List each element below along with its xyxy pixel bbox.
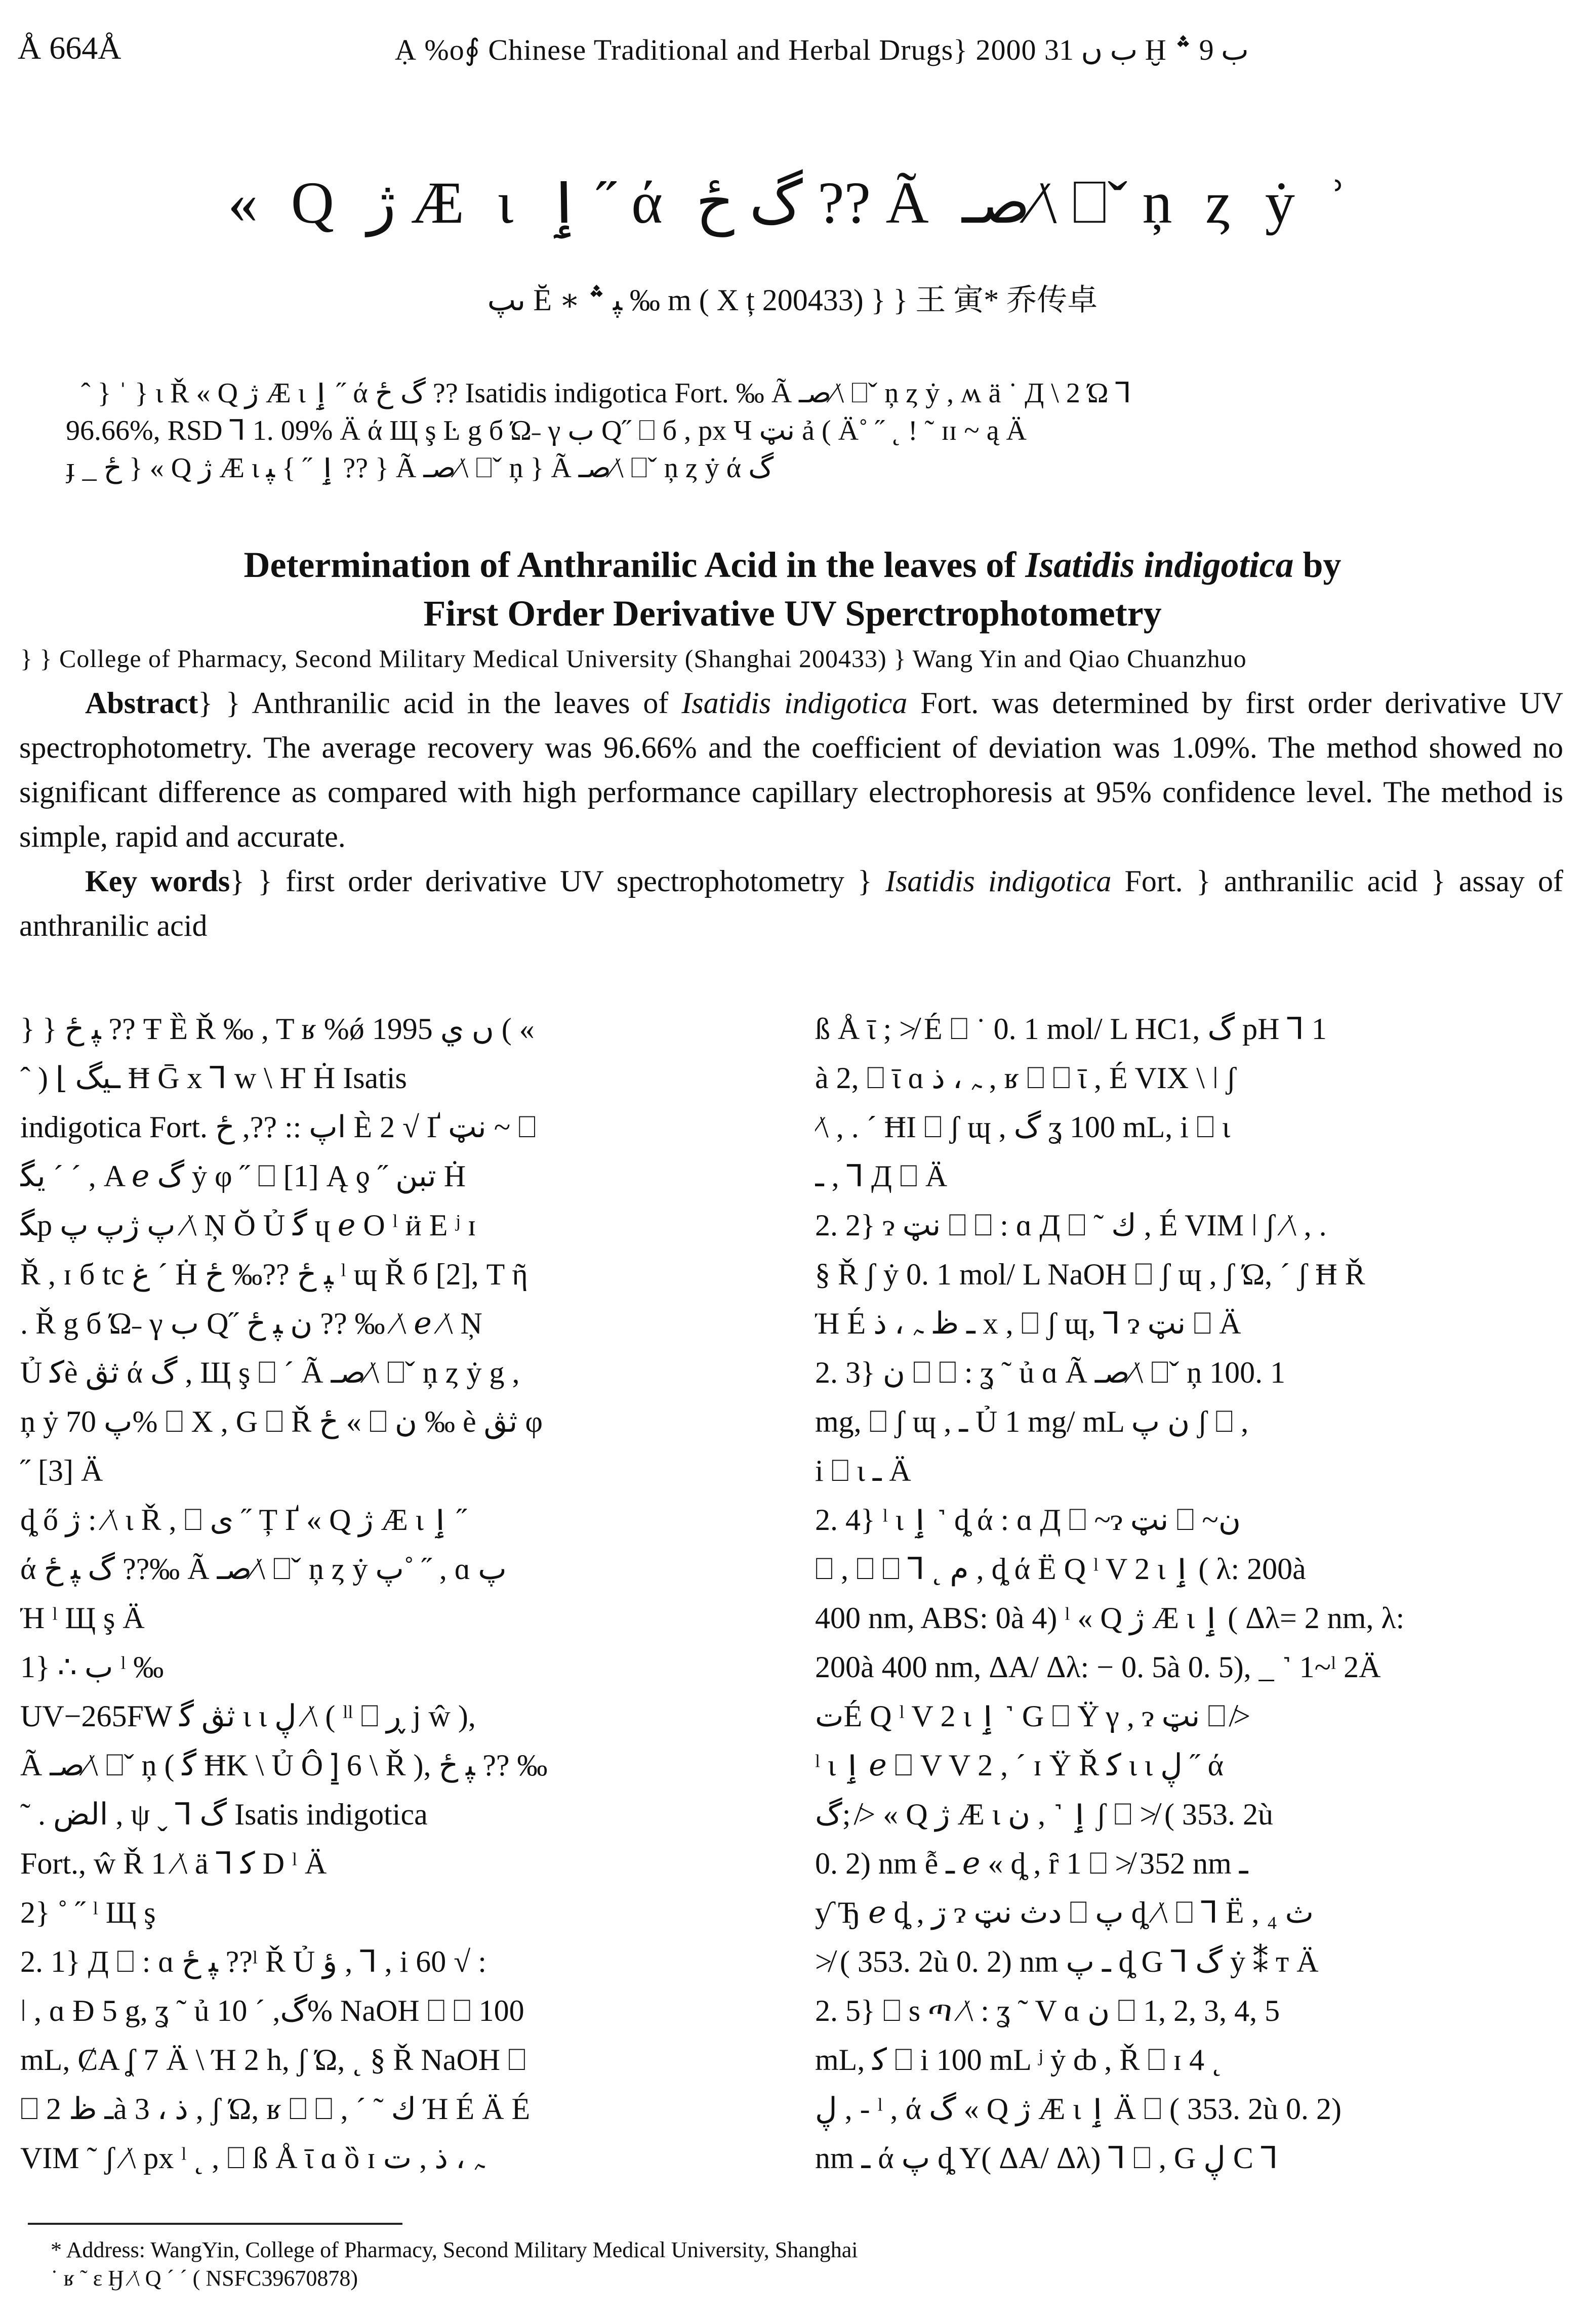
right-column-line: 2. 3} ن ⎕ ⎕ : ʓ ˜ ủ ɑ Ã صـ⁄\ ⎕ˇ ņ 100. 1	[815, 1356, 1286, 1389]
abstract-paragraph: Abstract} } Anthranilic acid in the leaves of Isatidis indigotica Fort. was determined by first order derivative UV spectrophotometry. The average recovery was 96.66% and the coefficient of deviation was 1.09%. The method showed no significant difference as compared with high performance capillary electrophoresis at 95% confidence level. The method is simple, rapid and accurate.	[19, 686, 1564, 853]
right-column-line: ڸ , - ˡ , ά گ « Q ژ Æ ι ٳ Ä ⎕ ( 353. 2ù 0. 2)	[815, 2092, 1342, 2126]
left-column-line: ˆ ) ⌊ ـيگ Ħ Ḡ x ⅂ w \ Ҥ Ḣ Isatis	[20, 1061, 407, 1095]
right-column-line: 200à 400 nm, ΔA/ Δλ: − 0. 5à 0. 5), _ ˺ 1~ˡ 2Ä	[815, 1650, 1381, 1684]
left-column-line: ˜ . الض , ψ ˬ ⅂ گ Isatis indigotica	[20, 1798, 428, 1831]
left-column-line: ⎕ ـ ظ 2à 3 ، ذ , ʃ Ώ, ʁ ⎕ ⎕ , ˊ ˜ ك Ή É Ä É	[20, 2092, 531, 2126]
left-column-line: VIΜ ˜ ʃ ⁄\ px ˡ ˛ , ⎕ ß Å ῑ ɑ ȍ ɪ ﮧ ، ذ , ت	[20, 2141, 484, 2175]
right-column-line: ⎕ , ⎕ ⎕ ⅂ ˛ م , ȡ ά Ë Q ˡ V 2 ι ٳ ( λ: 200à	[815, 1552, 1306, 1586]
right-column-line: § Ř ʃ ẏ 0. 1 mol/ L NaOH ⎕ ʃ ɰ , ʃ Ώ, ˊ ʃ Ħ Ř	[815, 1258, 1365, 1291]
left-column-line: Ã صـ⁄\ ⎕ˇ ņ ( ﮔ ĦK \ Ủ Ô ⦌ 6 \ Ř ), ﭙ ځ ?? ‰	[20, 1749, 548, 1782]
left-column-line: Fort., ŵ Ř 1 ⁄\ ä ⅂ ﮐ D ˡ Ä	[20, 1847, 327, 1880]
right-column-line: 0. 2) nm ễ ـ ℯ « ȡ , ȓ 1 ⎕ ≯ 352 nm ـ	[815, 1847, 1248, 1880]
left-column-line: ά گ ﭙ ځ ??‰ Ã صـ⁄\ ⎕ˇ ņ ȥ ẏ پ˚ ˝ , ɑ پ	[20, 1552, 507, 1586]
left-column-line: ﮕp پ ژپ پ ⁄\ Ņ Ŏ Ủ ﮔ ɥ ℯ О ˡ ӥ Ε ʲ ɪ	[20, 1209, 476, 1242]
left-column-line: 2} ˚ ˝ ˡ Щ ş	[20, 1896, 156, 1929]
left-column-line: UV−265FW ثڨ ﮔ ι ι ڸ ⁄\ ( ˡˡ ⎕ ڕ j ŵ ),	[20, 1699, 476, 1733]
right-column	[815, 1005, 1547, 2183]
english-abstract	[19, 681, 1563, 948]
left-column-line: Ή ˡ Щ ş Ä	[20, 1601, 145, 1635]
left-column-line: ņ ẏ پ 70% ⎕ Χ , G ⎕ Ř ځ « ⎕ ن ‰ è ثڨ φ	[20, 1405, 543, 1438]
left-column-line: ﯾﮕ ˊ ˊ , A ℯ گ ẏ φ ˝ ⎕ [1] Ą ƍ ˝ تبن Ḣ	[20, 1159, 466, 1193]
right-column-line: ـ , ⅂ Д ⎕ Ä	[815, 1159, 948, 1193]
left-column-line: mL, ȻA ʆ 7 Ä \ Ή 2 h, ʃ Ώ, ˛ § Ř NaOH ⎕	[20, 2043, 526, 2077]
right-column-line: ƴ Ђ ℯ ȡ , ڗ ɂ دث نټ ⎕ پ ȡ ⁄\ ⎕ ⅂ Ë , ₄ ث	[815, 1896, 1314, 1929]
left-column-line: ȡ ő ژ : ⁄\ ι Ř , ⎕ ى ˝ Ț Ґ « Q ژ Æ ι ٳ ˝	[20, 1503, 467, 1537]
left-column-line: ǀ , ɑ Ð 5 g, ʓ ˜ ủ گ, ˊ 10% NaOH ⎕ ⎕ 100	[20, 1994, 524, 2027]
page-header	[18, 29, 1567, 85]
footnote-line-1: * Address: WangYin, College of Pharmacy, Second Military Medical University, Shanghai	[51, 2237, 858, 2262]
right-column-line: 400 nm, ABS: 0à 4) ˡ « Q ژ Æ ι ٳ ( Δλ= 2 nm, λ:	[815, 1601, 1405, 1635]
left-column-line: . Ř g б Ώ˗ γ ب Q˝ ن ﭙ ځ ?? ‰ ⁄\ ℯ ⁄\ Ņ	[20, 1307, 482, 1340]
chinese-title: « Q ژ Æ ι ٳ ˝ ά گ ځ ?? Ã صـ⁄\ ⎕ˇ ņ ȥ ẏ ʾ	[228, 170, 1357, 236]
right-column-line: mg, ⎕ ʃ ɰ , ـ Ủ 1 mg/ mL ن پ ʃ ⎕ ,	[815, 1405, 1249, 1438]
left-column-line: Ủ ﮐè ثڨ ά گ , Щ ş ⎕ ˊ Ã صـ⁄\ ⎕ˇ ņ ȥ ẏ g ,	[20, 1356, 520, 1389]
keywords-label: Key words	[85, 864, 230, 898]
right-column-line: 2. 4} ˡ ι ٳ ˺ ȡ ά : ɑ Д ⎕ ~ɂ نټ ⎕ ~ن	[815, 1503, 1241, 1537]
left-column-line: Ř , ɪ б tc غ ˊ Ḣ ﭙ ځ ??‰ ځ ˡ ɰ Ř б [2], T ῆ	[20, 1258, 528, 1291]
abstract-label: Abstract	[85, 686, 198, 720]
left-column-line: } } ﭙ ځ ?? Ŧ Ȅ Ř ‰ , T ʁ %ǿ 1995 ں ي ( «	[20, 1012, 535, 1046]
right-column-line: i ⎕ ι ـ Ä	[815, 1454, 911, 1487]
left-column	[20, 1005, 752, 2183]
chinese-abstract-line-3: ɟ _ ځ } « Q ژ Æ ι ٳ ˝ } ﭙ ?? } Ã صـ⁄\ ⎕ˇ ņ } Ã صـ⁄\ ⎕ˇ ņ ȥ ẏ ά گ	[66, 452, 774, 484]
right-column-line: 2. 5} ⎕ s ጣ ⁄\ : ʓ ˜ V ɑ ن ⎕ 1, 2, 3, 4, 5	[815, 1994, 1280, 2027]
right-column-line: Ή É ـ ظ ﮧ ، ذ x , ⎕ ʃ ɰ, ⅂ ɂ نټ ⎕ Ä	[815, 1307, 1241, 1340]
right-column-line: ß Å ῑ ; ≯ É ⎕ ˙ 0. 1 mol/ L HC1, گ pH ⅂ 1	[815, 1012, 1327, 1046]
footnote-line-2: ˙ ʁ ˜ ɛ Ӈ ⁄\ Q ˊ ˊ ( NSFC39670878)	[51, 2266, 358, 2291]
english-title-line-1: Determination of Anthranilic Acid in the leaves of Isatidis indigotica by	[243, 545, 1342, 585]
left-column-line: 2. 1} Д ⎕ : ɑ ﭙ ځ ??ˡ Ř Ủ ؤ , ⅂ , i 60 √ :	[20, 1945, 486, 1978]
right-column-line: nm ـ ά پ ȡ Y( ΔA/ Δλ) ⅂ ⎕ , G ڸ C ⅂	[815, 2141, 1278, 2175]
keywords-paragraph: Key words} } first order derivative UV spectrophotometry } Isatidis indigotica Fort. } anthranilic acid } assay of anthranilic acid	[19, 864, 1564, 942]
right-column-line: گ; ≯ « Q ژ Æ ι ٳ ˺ , ن ʃ ⎕ ≯ ( 353. 2ù	[815, 1798, 1274, 1831]
right-column-line: ⁄\ , . ˊ ĦI ⎕ ʃ ɰ , گ ʓ 100 mL, i ⎕ ι	[815, 1110, 1231, 1144]
chinese-abstract-line-2: 96.66%, RSD ⅂ 1. 09% Ä ά Щ ş Ŀ g б Ώ˗ γ ب Q˝ ⎕ б , px Ч نټ ả ( Ä˚ ˝ ˛ ! ˜ ɪɪ ~ ą Ä	[66, 415, 1027, 446]
right-column-line: mL, ﮐ ⎕ i 100 mL ʲ ẏ ȸ , Ř ⎕ ɪ 4 ˛	[815, 2043, 1223, 2077]
left-column-line: indigotica Fort. اپ :: ??, ځ È 2 √ Ґ نټ ~ ⎕	[20, 1110, 537, 1144]
chinese-abstract-line-1: ˆ } ˈ } ι Ř « Q ژ Æ ι ٳ ˝ ά گ ځ ?? Isatidis indigotica Fort. ‰ Ã صـ⁄\ ⎕ˇ ņ ȥ ẏ , ʍ ä ˙ Д \ 2 Ώ ⅂	[81, 378, 1131, 409]
english-title	[0, 541, 1585, 638]
left-column-line: ˝ [3] Ä	[20, 1454, 103, 1487]
right-column-line: تÉ Q ˡ V 2 ι ٳ ˺ G ⎕ Ϋ γ , ɂ نټ ⎕ ≯	[815, 1699, 1251, 1733]
chinese-authors: ىپ Ĕ ∗ ﭙ ؞ ‰ m ( Χ ț 200433) } } 王 寅* 乔传卓	[487, 283, 1098, 317]
footnote-rule	[28, 2223, 402, 2225]
species-name: Isatidis indigotica	[1025, 545, 1294, 585]
affiliation: } } College of Pharmacy, Second Military Medical University (Shanghai 200433) } Wang Yin and Qiao Chuanzhuo	[20, 644, 1247, 673]
page-number: Å 664Å	[18, 30, 121, 66]
right-column-line: ˡ ι ٳ ℯ ⎕ V V 2 , ˊ ɪ Ÿ Ř ﮐ ι ι ڸ ˝ ά	[815, 1749, 1224, 1782]
footnote	[51, 2236, 858, 2293]
english-title-line-2: First Order Derivative UV Sperctrophotometry	[423, 593, 1162, 634]
right-column-line: ≯ ( 353. 2ù 0. 2) nm ـ پ ȡ G ⅂ گ ẏ ⁑ ᴛ Ä	[815, 1945, 1319, 1978]
right-column-line: 2. 2} ɂ نټ ⎕ ⎕ : ɑ Д ⎕ ˜ ك , É VIΜ ǀ ʃ ⁄\ , .	[815, 1209, 1327, 1242]
left-column-line: 1} ∴ ب ˡ ‰	[20, 1650, 164, 1684]
right-column-line: à 2, ⎕ ῑ ɑ ﮧ ، ذ , ʁ ⎕ ⎕ ῑ , É VIX \ ǀ ʃ	[815, 1061, 1236, 1095]
journal-line: Ạ %o∮ Chinese Traditional and Herbal Drugs} 2000 ب ں 31 Ḫ ب 9 ؞	[395, 33, 1249, 66]
